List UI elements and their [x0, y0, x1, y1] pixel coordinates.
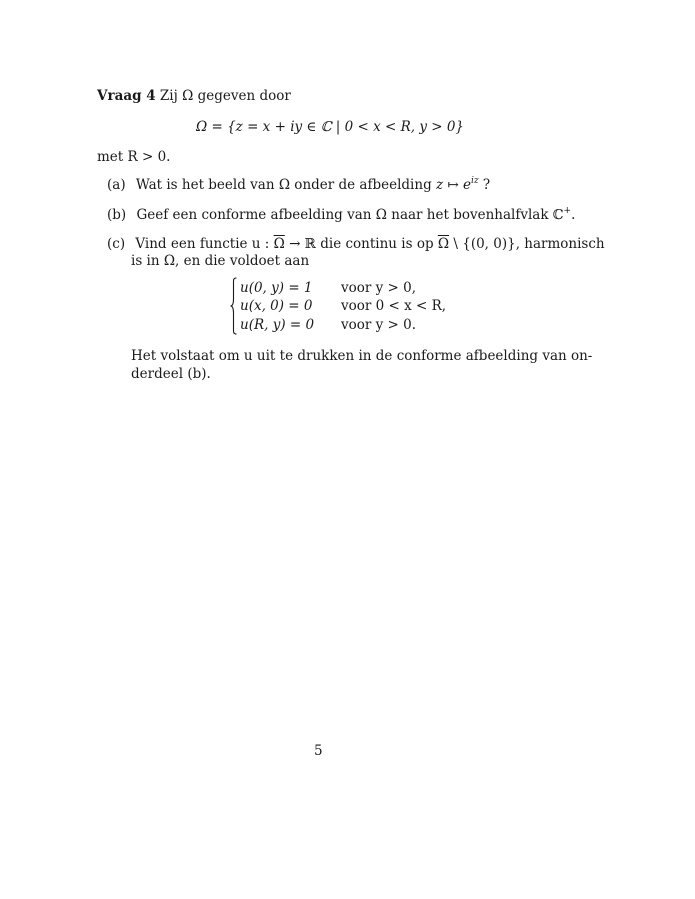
question-intro: Zij Ω gegeven door [159, 88, 291, 104]
part-a-label: (a) [107, 177, 126, 193]
question-number: Vraag 4 [97, 88, 156, 104]
boundary-range-1: voor y > 0, [341, 280, 417, 296]
question-heading-line [97, 88, 291, 104]
remark-line-2: derdeel (b). [131, 366, 211, 382]
part-c-label: (c) [107, 236, 126, 252]
boundary-range-3: voor y > 0. [341, 317, 417, 333]
parameter-condition: met R > 0. [97, 149, 171, 165]
boundary-range-2: voor 0 < x < R, [341, 298, 447, 314]
part-b-superscript: + [563, 206, 572, 216]
part-c-line-2: is in Ω, en die voldoet aan [131, 253, 310, 269]
closure-omega-1: $\overline{\Omega}$ [273, 236, 285, 252]
part-b-label: (b) [107, 207, 127, 223]
part-b-text: Geef een conforme afbeelding van Ω naar het bovenhalfvlak [136, 207, 553, 223]
left-brace-icon [230, 277, 237, 335]
part-c [107, 236, 605, 252]
part-c-text-3: \ {(0, 0)}, harmonisch [449, 236, 605, 252]
part-b [107, 207, 575, 223]
part-a-math: z ↦ e [436, 177, 472, 193]
part-c-text-1: Vind een functie u : [135, 236, 274, 252]
boundary-equation-3: u(R, y) = 0 [240, 317, 315, 333]
part-a [107, 177, 490, 193]
part-b-end: . [571, 207, 576, 223]
boundary-equation-2: u(x, 0) = 0 [240, 298, 313, 314]
boundary-equation-1: u(0, y) = 1 [240, 280, 313, 296]
part-c-text-2: → ℝ die continu is op [284, 236, 438, 252]
part-b-math: ℂ [552, 207, 564, 223]
part-a-text: Wat is het beeld van Ω onder de afbeelding [135, 177, 437, 193]
closure-omega-2: $\overline{\Omega}$ [437, 236, 450, 252]
page-number: 5 [314, 743, 323, 759]
part-a-end: ? [478, 177, 491, 193]
domain-definition: Ω = {z = x + iy ∈ ℂ | 0 < x < R, y > 0} [196, 119, 465, 135]
part-a-exponent: iz [471, 176, 479, 186]
remark-line-1: Het volstaat om u uit te drukken in de conforme afbeelding van on- [131, 348, 593, 364]
